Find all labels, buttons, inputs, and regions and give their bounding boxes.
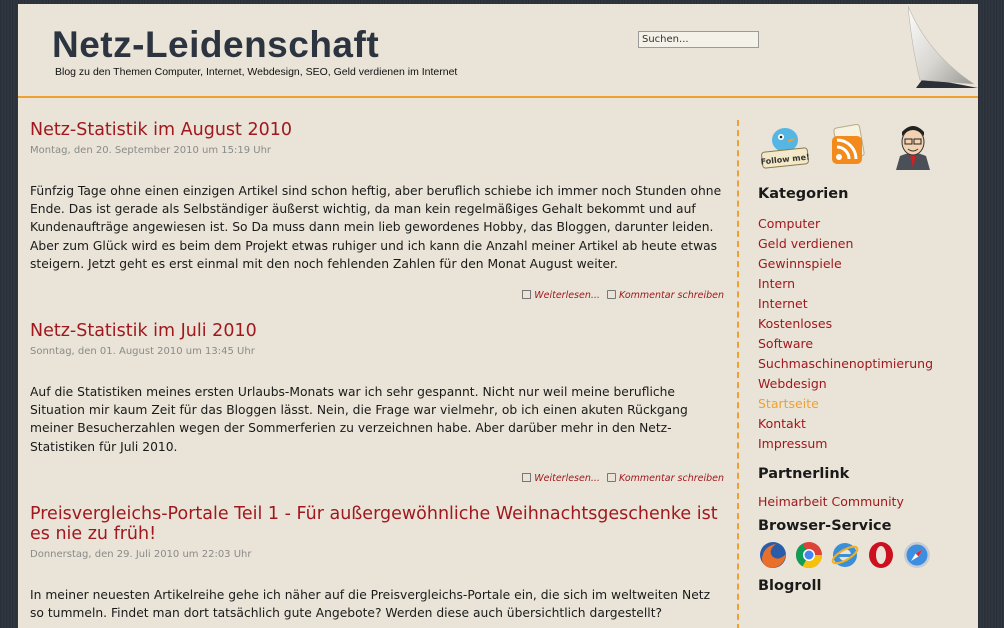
twitter-follow-icon[interactable] xyxy=(758,122,812,170)
internet-explorer-icon[interactable] xyxy=(830,540,860,570)
category-link-internet[interactable]: Internet xyxy=(758,296,808,311)
sidebar-divider xyxy=(737,120,739,628)
author-avatar-icon[interactable] xyxy=(886,122,940,170)
category-link-suchmaschinenoptimierung[interactable]: Suchmaschinenoptimierung xyxy=(758,356,934,371)
article xyxy=(30,504,724,622)
page xyxy=(18,4,978,628)
browser-icons xyxy=(758,540,968,570)
article-meta xyxy=(30,473,724,484)
comment-link[interactable]: Kommentar schreiben xyxy=(618,290,724,302)
category-link-impressum[interactable]: Impressum xyxy=(758,436,828,451)
category-list xyxy=(758,214,968,454)
partner-link[interactable]: Heimarbeit Community xyxy=(758,494,904,509)
header xyxy=(18,4,978,98)
article-text: Auf die Statistiken meines ersten Urlaubs-Monats war ich sehr gespannt. Nicht nur weil meine berufliche Situation mir kaum Zeit für das Bloggen lässt. Nein, die Frage war vielmehr, ob ich einen akuten Rückgang meiner Besucherzahlen wegen der Sommerferien zu verzeichnen habe. Aber darüber mehr in den Netz-Statistiken für Juli 2010. xyxy=(30,385,688,454)
article-date: Sonntag, den 01. August 2010 um 13:45 Uhr xyxy=(30,346,255,358)
partner-list xyxy=(758,492,968,512)
comment-icon xyxy=(607,290,616,299)
article xyxy=(30,321,724,484)
opera-icon[interactable] xyxy=(866,540,896,570)
article-date: Montag, den 20. September 2010 um 15:19 Uhr xyxy=(30,145,272,156)
article-title[interactable]: Netz-Statistik im Juli 2010 xyxy=(30,321,257,342)
safari-icon[interactable] xyxy=(902,540,932,570)
category-link-software[interactable]: Software xyxy=(758,336,814,351)
article-text: In meiner neuesten Artikelreihe gehe ich näher auf die Preisvergleichs-Portale ein, die sich im weltweiten Netz so tummeln. Findet man dort tatsächlich gute Angebote? Werden diese auch übersichtlich dargestellt? xyxy=(30,587,711,621)
article-text: Fünfzig Tage ohne einen einzigen Artikel sind schon heftig, aber beruflich schiebe ich immer noch Stunden ohne Ende. Das ist gerade als Selbständiger äußerst wichtig, da man kein regelmäßiges Gehalt bekommt und auf Kundenaufträge angewiesen ist. So Da muss dann mein lieb gewordenes Hobby, das Bloggen, darunter leiden. Aber zum Glück wird es beim dem Projekt etwas ruhiger und ich kann die Anzahl meiner Artikel ab heute etwas steigern. Jetzt geht es erst einmal mit den noch fehlenden Zahlen für den Monat August weiter. xyxy=(30,184,722,271)
read-more-icon xyxy=(522,473,531,482)
article-title[interactable]: Netz-Statistik im August 2010 xyxy=(30,120,292,140)
category-link-kontakt[interactable]: Kontakt xyxy=(758,416,806,431)
site-tagline: Blog zu den Themen Computer, Internet, Webdesign, SEO, Geld verdienen im Internet xyxy=(55,66,458,78)
read-more-icon xyxy=(522,290,531,299)
read-more-link[interactable]: Weiterlesen... xyxy=(534,472,600,484)
article xyxy=(30,120,724,301)
firefox-icon[interactable] xyxy=(758,540,788,570)
rss-feed-icon[interactable] xyxy=(822,122,876,170)
categories-heading: Kategorien xyxy=(758,186,849,202)
category-link-geld-verdienen[interactable]: Geld verdienen xyxy=(758,236,854,251)
category-link-intern[interactable]: Intern xyxy=(758,276,796,291)
partnerlink-heading: Partnerlink xyxy=(758,466,850,482)
sidebar xyxy=(758,122,968,606)
blogroll-heading: Blogroll xyxy=(758,578,822,594)
comment-icon xyxy=(607,473,616,482)
category-link-computer[interactable]: Computer xyxy=(758,216,821,231)
category-link-kostenloses[interactable]: Kostenloses xyxy=(758,316,833,331)
search-input[interactable] xyxy=(638,31,759,48)
article-meta xyxy=(30,290,724,301)
site-title[interactable]: Netz-Leidenschaft xyxy=(52,24,380,65)
comment-link[interactable]: Kommentar schreiben xyxy=(618,472,724,484)
main-content xyxy=(30,114,724,622)
follow-me-label: Follow me! xyxy=(760,152,811,167)
category-link-startseite[interactable]: Startseite xyxy=(758,396,819,411)
article-title[interactable]: Preisvergleichs-Portale Teil 1 - Für außergewöhnliche Weihnachtsgeschenke ist es nie zu früh! xyxy=(30,503,718,544)
page-curl-icon xyxy=(908,4,978,88)
read-more-link[interactable]: Weiterlesen... xyxy=(534,290,600,302)
chrome-icon[interactable] xyxy=(794,540,824,570)
category-link-webdesign[interactable]: Webdesign xyxy=(758,376,827,391)
category-link-gewinnspiele[interactable]: Gewinnspiele xyxy=(758,256,842,271)
social-badges xyxy=(758,122,968,170)
browser-service-heading: Browser-Service xyxy=(758,518,892,534)
article-date: Donnerstag, den 29. Juli 2010 um 22:03 Uhr xyxy=(30,548,252,560)
